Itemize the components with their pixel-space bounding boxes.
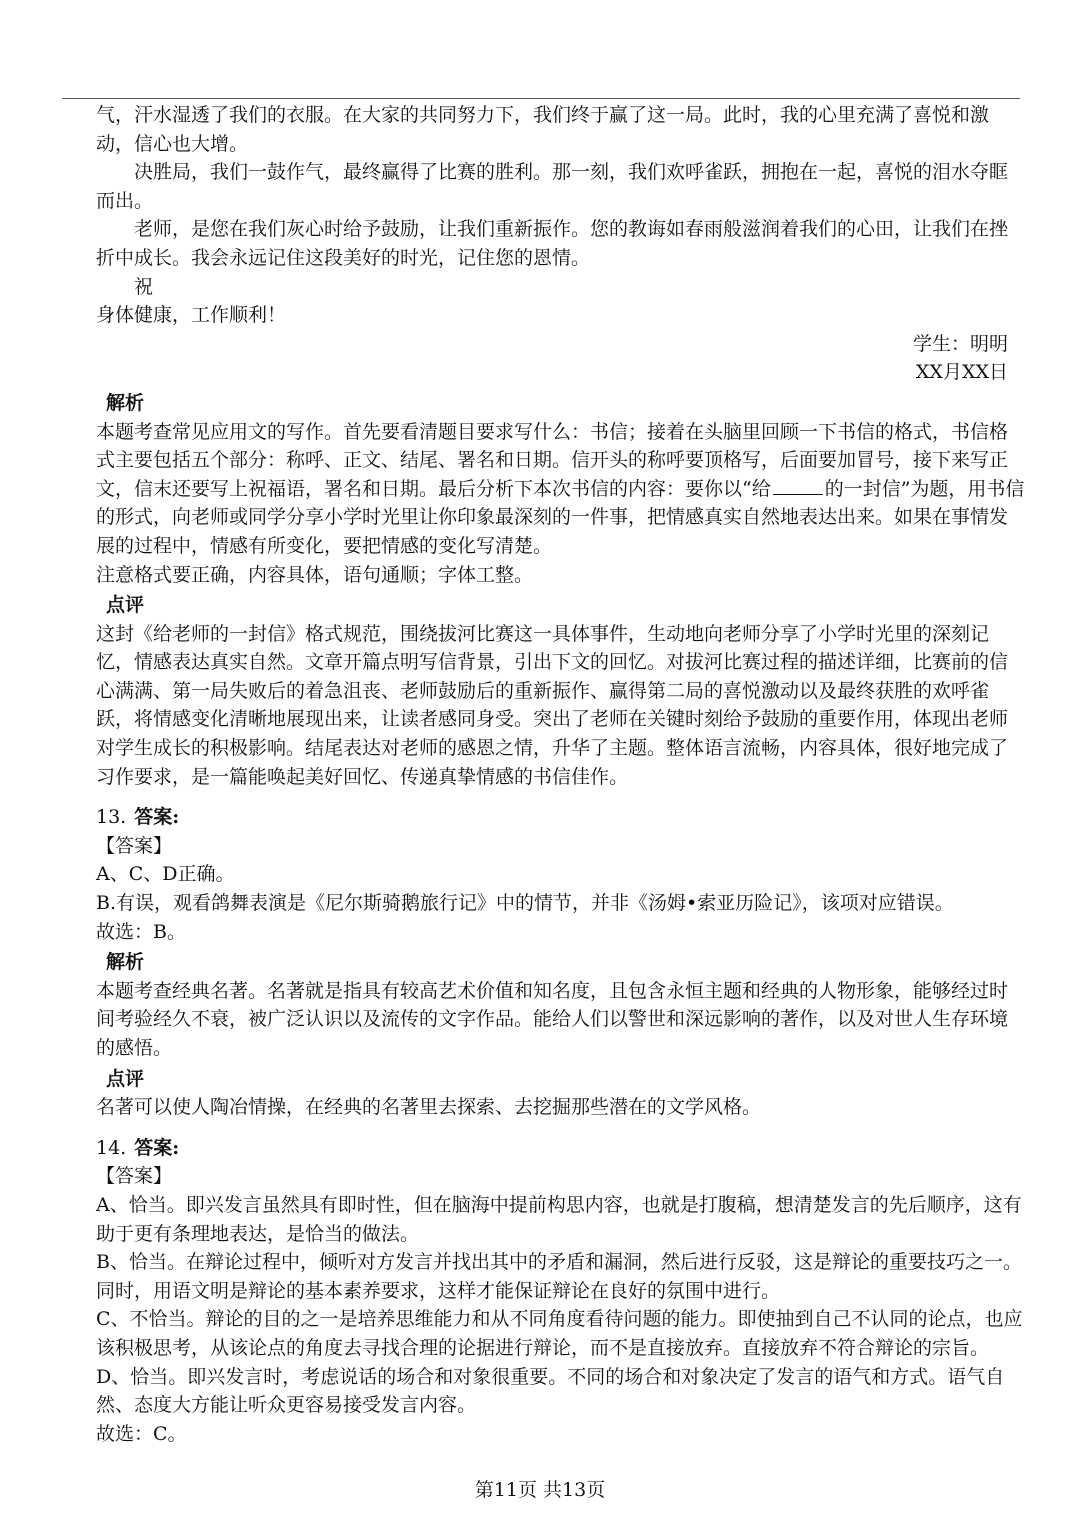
letter-paragraph: 决胜局，我们一鼓作气，最终赢得了比赛的胜利。那一刻，我们欢呼雀跃，拥抱在一起，喜悦的泪水夺眶而出。 (96, 161, 1009, 212)
letter-wish: 身体健康，工作顺利！ (96, 304, 287, 327)
letter-greeting: 祝 (134, 275, 154, 298)
comment-text: 这封《给老师的一封信》格式规范，围绕拔河比赛这一具体事件，生动地向老师分享了小学时光里的深刻记忆，情感表达真实自然。文章开篇点明写信背景，引出下文的回忆。对拔河比赛过程的描述详细，比赛前的信心满满、第一局失败后的着急沮丧、老师鼓励后的重新振作、赢得第二局的喜悦激动以及最终获胜的欢呼雀跃，将情感变化清晰地展现出来，让读者感同身受。突出了老师在关键时刻给予鼓励的重要作用，体现出老师对学生成长的积极影响。结尾表达对老师的感恩之情，升华了主题。整体语言流畅，内容具体，很好地完成了习作要求，是一篇能唤起美好回忆、传递真挚情感的书信佳作。 (96, 622, 1009, 788)
analysis-text: 本题考查常见应用文的写作。首先要看清题目要求写什么：书信；接着在头脑里回顾一下书信的格式，书信格式主要包括五个部分：称呼、正文、结尾、署名和日期。信开头的称呼要顶格写，后面要加冒号，接下来写正文，信末还要写上祝福语，署名和日期。最后分析下本次书信的内容：要你以“给 的一封信”为题，用书信的形式，向老师或同学分享小学时光里让你印象最深刻的一件事，把情感真实自然地表达出来。如果在事情发展的过程中，情感有所变化，要把情感的变化写清楚。 (96, 420, 1025, 557)
analysis-heading: 解析 (106, 391, 145, 414)
letter-date: XX月XX日 (915, 361, 1008, 384)
answer-choice: 故选：B。 (96, 920, 186, 943)
answer-line: B.有误，观看鸽舞表演是《尼尔斯骑鹅旅行记》中的情节，并非《汤姆•索亚历险记》，该项对应错误。 (96, 892, 954, 915)
answer-label: 【答案】 (96, 1165, 173, 1188)
answer-option-b: B、恰当。在辩论过程中，倾听对方发言并找出其中的矛盾和漏洞，然后进行反驳，这是辩论的重要技巧之一。同时，用语文明是辩论的基本素养要求，这样才能保证辩论在良好的氛围中进行。 (96, 1251, 1022, 1302)
answer-option-c: C、不恰当。辩论的目的之一是培养思维能力和从不同角度看待问题的能力。即使抽到自己不认同的论点，也应该积极思考，从该论点的角度去寻找合理的论据进行辩论，而不是直接放弃。直接放弃不符合辩论的宗旨。 (96, 1308, 1023, 1359)
fill-blank (773, 476, 823, 495)
letter-paragraph: 气，汗水湿透了我们的衣服。在大家的共同努力下，我们终于赢了这一局。此时，我的心里充满了喜悦和激动，信心也大增。 (96, 104, 990, 155)
header-rule (62, 98, 1020, 99)
letter-signature: 学生：明明 (912, 332, 1008, 355)
page-number: 第11页 共13页 (474, 1479, 606, 1501)
answer-option-a: A、恰当。即兴发言虽然具有即时性，但在脑海中提前构思内容，也就是打腹稿，想清楚发言的先后顺序，这有助于更有条理地表达，是恰当的做法。 (96, 1193, 1022, 1245)
analysis-note: 注意格式要正确，内容具体，语句通顺；字体工整。 (96, 563, 534, 586)
question-14-heading: 14. 答案: (96, 1136, 180, 1159)
analysis-text: 本题考查经典名著。名著就是指具有较高艺术价值和知名度，且包含永恒主题和经典的人物形象，能够经过时间考验经久不衰，被广泛认识以及流传的文字作品。能给人们以警世和深远影响的著作，以及对世人生存环境的感悟。 (96, 979, 1009, 1059)
analysis-heading: 解析 (106, 951, 145, 974)
answer-choice: 故选：C。 (96, 1422, 187, 1445)
answer-label: 【答案】 (96, 834, 173, 857)
page-content (96, 101, 1026, 1448)
comment-heading: 点评 (106, 1067, 145, 1090)
comment-text: 名著可以使人陶冶情操，在经典的名著里去探索、去挖掘那些潜在的文学风格。 (96, 1096, 762, 1119)
letter-paragraph: 老师，是您在我们灰心时给予鼓励，让我们重新振作。您的教诲如春雨般滋润着我们的心田，让我们在挫折中成长。我会永远记住这段美好的时光，记住您的恩情。 (96, 218, 1009, 269)
answer-line: A、C、D正确。 (96, 863, 235, 886)
comment-heading: 点评 (106, 594, 145, 617)
question-13-heading: 13. 答案: (96, 806, 180, 829)
answer-option-d: D、恰当。即兴发言时，考虑说话的场合和对象很重要。不同的场合和对象决定了发言的语气和方式。语气自然、态度大方能让听众更容易接受发言内容。 (96, 1365, 1005, 1417)
